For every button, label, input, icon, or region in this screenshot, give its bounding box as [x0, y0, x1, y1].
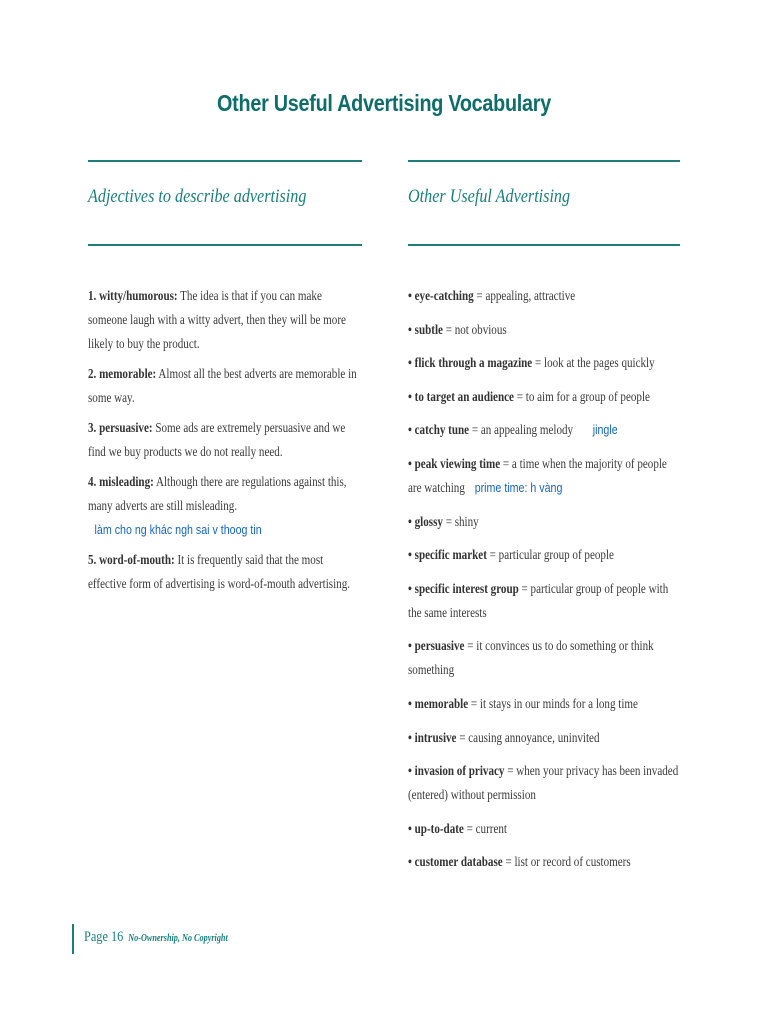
page-number: Page 16 [84, 929, 124, 945]
list-item [408, 452, 679, 500]
item-text: = particular group of people with the same interests [408, 580, 669, 620]
right-bottom-rule [408, 244, 680, 246]
list-item [408, 385, 679, 409]
handwritten-note: jingle [592, 422, 618, 438]
left-heading: Adjectives to describe advertising [88, 186, 307, 207]
page-footer [84, 928, 228, 946]
handwritten-note: làm cho ng khác ngh sai v thoog tin [94, 522, 262, 537]
item-term: 3. persuasive: [88, 420, 153, 435]
list-item [408, 543, 679, 567]
item-term: • customer database [408, 854, 503, 870]
item-term: 4. misleading: [88, 474, 154, 489]
item-term: • subtle [408, 321, 443, 337]
list-item [88, 284, 359, 356]
right-top-rule [408, 160, 680, 162]
item-term: • glossy [408, 513, 443, 529]
list-item [408, 692, 679, 716]
item-text: = to aim for a group of people [513, 388, 650, 404]
list-item [88, 470, 359, 542]
item-text: Almost all the best adverts are memorable in some way. [88, 366, 357, 405]
item-term: • flick through a magazine [408, 355, 533, 371]
item-text: = particular group of people [486, 547, 614, 563]
item-term: • eye-catching [408, 288, 474, 303]
list-item [408, 284, 679, 308]
item-term: 5. word-of-mouth: [88, 552, 175, 567]
vocabulary-list [408, 284, 748, 884]
list-item [88, 548, 359, 596]
item-term: 2. memorable: [88, 366, 157, 381]
list-item [88, 416, 359, 464]
item-text: = appealing, attractive [473, 288, 576, 303]
item-term: 1. witty/humorous: [88, 288, 178, 303]
item-text: = list or record of customers [502, 854, 631, 870]
list-item [408, 318, 679, 342]
item-text: = a time when the majority of people are watching [408, 455, 667, 495]
list-item [408, 418, 679, 442]
list-item [408, 726, 679, 750]
item-term: • memorable [408, 695, 469, 711]
item-term: • intrusive [408, 729, 457, 745]
item-text: It is frequently said that the most effective form of advertising is word-of-mouth advertising. [88, 552, 351, 591]
left-top-rule [88, 160, 362, 162]
adjectives-list [88, 284, 406, 602]
item-term: • peak viewing time [408, 455, 501, 471]
list-item [408, 351, 679, 375]
list-item [408, 634, 679, 682]
list-item [408, 510, 679, 534]
item-text: = look at the pages quickly [532, 355, 655, 371]
item-term: • specific interest group [408, 580, 519, 596]
item-term: • invasion of privacy [408, 763, 505, 779]
item-term: • persuasive [408, 638, 465, 654]
left-bottom-rule [88, 244, 362, 246]
handwritten-note: prime time: h vàng [474, 479, 563, 495]
list-item [88, 362, 359, 410]
footer-divider [72, 924, 74, 954]
list-item [408, 759, 679, 807]
right-heading: Other Useful Advertising [408, 186, 571, 207]
item-text: = an appealing melody [469, 422, 574, 438]
footer-subtitle: No-Ownership, No Copyright [128, 933, 228, 944]
list-item [408, 577, 679, 625]
item-term: • up-to-date [408, 820, 464, 836]
page-title: Other Useful Advertising Vocabulary [217, 90, 551, 116]
item-text: Although there are regulations against this, many adverts are still misleading. [88, 474, 347, 513]
item-text: = shiny [442, 513, 479, 529]
list-item [408, 850, 679, 874]
item-text: = causing annoyance, uninvited [456, 729, 600, 745]
item-text: = it stays in our minds for a long time [468, 695, 638, 711]
item-term: • specific market [408, 547, 487, 563]
list-item [408, 817, 679, 841]
item-text: = when your privacy has been invaded (entered) without permission [408, 763, 679, 803]
item-text: Some ads are extremely persuasive and we find we buy products we do not really need. [88, 420, 346, 459]
item-text: The idea is that if you can make someone laugh with a witty advert, then they will be more likely to buy the product. [88, 288, 346, 351]
item-text: = current [463, 820, 507, 836]
item-text: = it convinces us to do something or think something [408, 638, 654, 678]
item-term: • catchy tune [408, 422, 470, 438]
item-term: • to target an audience [408, 388, 514, 404]
item-text: = not obvious [442, 321, 507, 337]
